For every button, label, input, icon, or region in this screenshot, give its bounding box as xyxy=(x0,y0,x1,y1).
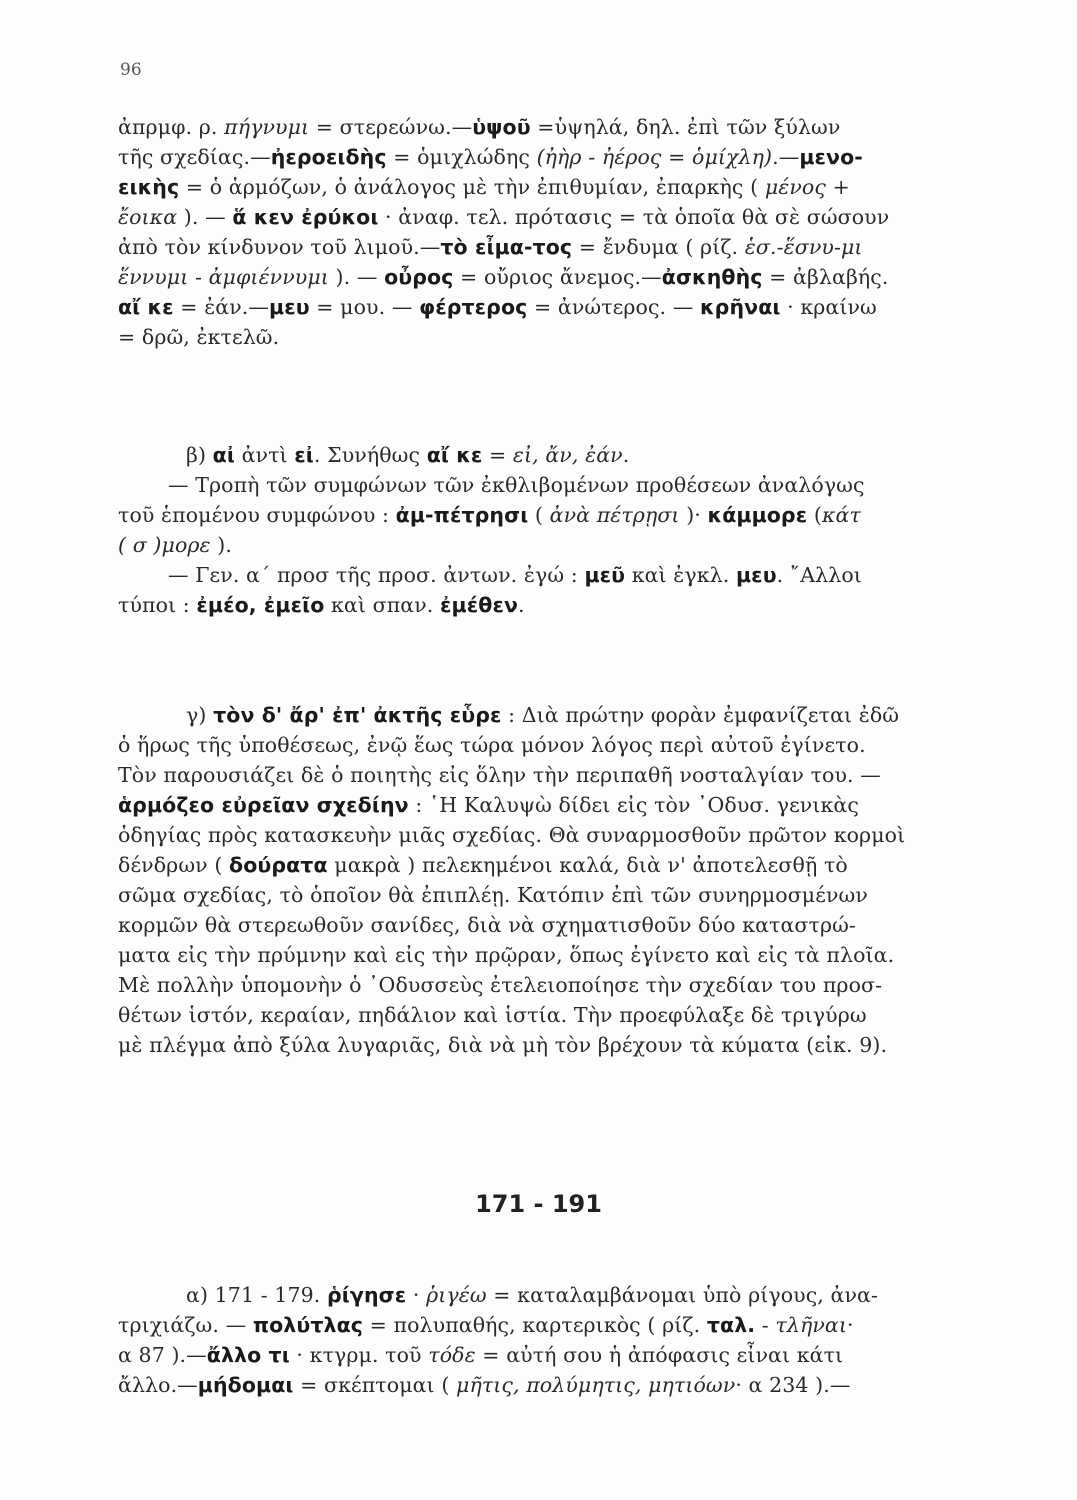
text-line xyxy=(118,470,1008,500)
italic-term: ἑσ.-ἕσνυ-μι xyxy=(744,235,863,259)
italic-term: (ἠὴρ - ἠέρος = ὁμίχλη) xyxy=(536,145,773,169)
text-run: = ἀβλαβής. xyxy=(762,265,889,289)
text-run: . Συνήθως xyxy=(313,443,427,467)
text-run: = ὁ ἁρμόζων, ὁ ἀνάλογος μὲ τὴν ἐπιθυμίαν, ἐπαρκὴς ( xyxy=(179,175,765,199)
bold-term: εικὴς xyxy=(118,175,180,199)
bold-term: αἰ xyxy=(212,443,235,467)
text-run: = δρῶ, ἐκτελῶ. xyxy=(118,325,280,349)
text-run: ὁδηγίας πρὸς κατασκευὴν μιᾶς σχεδίας. Θὰ συναρμοσθοῦν πρῶτον κορμοὶ xyxy=(118,823,906,847)
paragraph-commentary xyxy=(118,700,1008,1060)
text-run: = μου. — xyxy=(309,295,420,319)
text-line xyxy=(118,530,1008,560)
text-run: . xyxy=(518,593,525,617)
bold-term: ἁρμόζεο εὐρεῖαν σχεδίην xyxy=(118,793,409,817)
bold-term: ἐμέο, ἐμεῖο xyxy=(196,593,325,617)
text-run: = στερεώνω.— xyxy=(309,115,473,139)
text-run: = καταλαμβάνομαι ὑπὸ ρίγους, ἀνα- xyxy=(486,1283,878,1307)
text-line xyxy=(118,232,1008,262)
italic-term: ῥιγέω xyxy=(426,1283,487,1307)
text-run: τύποι : xyxy=(118,593,197,617)
text-run: τοῦ ἑπομένου συμφώνου : xyxy=(118,503,396,527)
text-run: ὁ ἥρως τῆς ὑποθέσεως, ἐνῷ ἕως τώρα μόνον λόγος περὶ αὐτοῦ ἐγίνετο. xyxy=(118,733,866,757)
text-run: θέτων ἱστόν, κεραίαν, πηδάλιον καὶ ἱστία. Τὴν προεφύλαξε δὲ τριγύρω xyxy=(118,1003,867,1027)
paragraph-glossary-1 xyxy=(118,112,1008,352)
text-run: β) xyxy=(186,443,213,467)
italic-term: μένος + xyxy=(764,175,850,199)
bold-term: ὑψοῦ xyxy=(472,115,531,139)
text-run: ματα εἰς τὴν πρύμνην καὶ εἰς τὴν πρῷραν, ὅπως ἐγίνετο καὶ εἰς τὰ πλοῖα. xyxy=(118,943,895,967)
text-line xyxy=(118,1000,1008,1030)
text-run: Μὲ πολλὴν ὑπομονὴν ὁ ᾿Οδυσσεὺς ἐτελειοποίησε τὴν σχεδίαν του προσ- xyxy=(118,973,883,997)
text-run: ( xyxy=(807,503,822,527)
text-run: καὶ ἐγκλ. xyxy=(625,563,736,587)
text-run: ). xyxy=(210,533,232,557)
text-line xyxy=(118,1030,1008,1060)
text-run: . xyxy=(622,443,630,467)
text-run: ἄλλο.— xyxy=(118,1373,198,1397)
italic-term: μῆτις, πολύμητις, μητιόων xyxy=(456,1373,736,1397)
text-run: μὲ πλέγμα ἀπὸ ξύλα λυγαριᾶς, διὰ νὰ μὴ τὸν βρέχουν τὰ κύματα (εἰκ. 9). xyxy=(118,1033,888,1057)
bold-term: μενο- xyxy=(799,145,863,169)
paragraph-glossary-2 xyxy=(118,440,1008,620)
text-line xyxy=(118,440,1008,470)
text-run: τριχιάζω. — xyxy=(118,1313,253,1337)
bold-term: εἰ xyxy=(294,443,314,467)
text-run: : Διὰ πρώτην φορὰν ἐμφανίζεται ἐδῶ xyxy=(501,703,900,727)
text-line xyxy=(118,322,1008,352)
bold-term: αἴ κε xyxy=(118,295,174,319)
text-run: ). — xyxy=(328,265,385,289)
text-line xyxy=(118,560,1008,590)
text-run: = ἀνώτερος. — xyxy=(527,295,701,319)
bold-term: ἀσκηθὴς xyxy=(661,265,763,289)
text-run: : ῾Η Καλυψὼ δίδει εἰς τὸν ᾿Οδυσ. γενικὰς xyxy=(408,793,859,817)
text-run: = οὔριος ἄνεμος.— xyxy=(453,265,662,289)
text-run: σῶμα σχεδίας, τὸ ὁποῖον θὰ ἐπιπλέῃ. Κατόπιν ἐπὶ τῶν συνηρμοσμένων xyxy=(118,883,868,907)
text-run: =ὑψηλά, δηλ. ἐπὶ τῶν ξύλων xyxy=(530,115,841,139)
page-number: 96 xyxy=(120,60,142,80)
text-line xyxy=(118,790,1008,820)
italic-term: τλῆναι xyxy=(775,1313,847,1337)
italic-term: ἀνὰ πέτρῃσι xyxy=(549,503,680,527)
bold-term: ἠεροειδὴς xyxy=(270,145,387,169)
text-run: · κραίνω xyxy=(780,295,877,319)
text-run: . ῎Αλλοι xyxy=(776,563,862,587)
bold-term: ἐμέθεν xyxy=(440,593,519,617)
text-run: = ἐάν.— xyxy=(173,295,270,319)
bold-term: οὖρος xyxy=(384,265,454,289)
text-line xyxy=(118,910,1008,940)
italic-term: ( σ )μορε xyxy=(118,533,211,557)
text-line xyxy=(118,700,1008,730)
text-line xyxy=(118,940,1008,970)
text-run: γ) xyxy=(186,703,214,727)
text-run: = αὐτή σου ἡ ἀπόφασις εἶναι κάτι xyxy=(475,1343,844,1367)
text-run: · κτγρμ. τοῦ xyxy=(289,1343,429,1367)
bold-term: ἄλλο τι xyxy=(206,1343,290,1367)
bold-term: τὸν δ' ἄρ' ἐπ' ἀκτῆς εὗρε xyxy=(213,703,502,727)
bold-term: δούρατα xyxy=(229,853,328,877)
text-run: · α 234 ).— xyxy=(735,1373,851,1397)
bold-term: μήδομαι xyxy=(197,1373,294,1397)
text-run: = ἔνδυμα ( ρίζ. xyxy=(572,235,745,259)
text-line xyxy=(118,880,1008,910)
text-run: = σκέπτομαι ( xyxy=(293,1373,457,1397)
text-line xyxy=(118,590,1008,620)
bold-term: μευ xyxy=(269,295,310,319)
text-run: δένδρων ( xyxy=(118,853,230,877)
text-run: = xyxy=(482,443,513,467)
text-run: — Γεν. α΄ προσ τῆς προσ. ἀντων. ἐγώ : xyxy=(168,563,585,587)
text-line xyxy=(118,500,1008,530)
text-run: ἀπὸ τὸν κίνδυνον τοῦ λιμοῦ.— xyxy=(118,235,441,259)
text-run: ). — xyxy=(177,205,233,229)
text-line xyxy=(118,760,1008,790)
text-run: = ὁμιχλώδης xyxy=(386,145,537,169)
text-line xyxy=(118,262,1008,292)
text-run: τῆς σχεδίας.— xyxy=(118,145,271,169)
bold-term: ταλ. xyxy=(706,1313,756,1337)
text-run: )· xyxy=(679,503,708,527)
text-run: μακρὰ ) πελεκημένοι καλά, διὰ ν' ἀποτελεσθῇ τὸ xyxy=(327,853,848,877)
text-line xyxy=(118,202,1008,232)
text-run: α) 171 - 179. xyxy=(186,1283,328,1307)
text-run: ἀντὶ xyxy=(234,443,295,467)
bold-term: πολύτλας xyxy=(252,1313,364,1337)
text-run: - xyxy=(755,1313,776,1337)
text-line xyxy=(118,730,1008,760)
section-heading: 171 - 191 xyxy=(475,1190,602,1218)
italic-term: πήγνυμι xyxy=(224,115,310,139)
bold-term: κάμμορε xyxy=(707,503,808,527)
bold-term: κρῆναι xyxy=(700,295,781,319)
italic-term: ἔοικα xyxy=(118,205,178,229)
text-line xyxy=(118,112,1008,142)
text-run: · xyxy=(846,1313,854,1337)
bold-term: μευ xyxy=(736,563,777,587)
text-line xyxy=(118,1370,1008,1400)
text-line xyxy=(118,172,1008,202)
text-line xyxy=(118,1280,1008,1310)
bold-term: αἴ κε xyxy=(426,443,483,467)
text-run: α 87 ).— xyxy=(118,1343,207,1367)
bold-term: φέρτερος xyxy=(419,295,528,319)
bold-term: ἀμ-πέτρησι xyxy=(395,503,529,527)
text-run: ἀπρμφ. ρ. xyxy=(118,115,225,139)
italic-term: κάτ xyxy=(821,503,861,527)
italic-term: εἰ, ἄν, ἐάν xyxy=(512,443,623,467)
text-line xyxy=(118,1310,1008,1340)
text-line xyxy=(118,142,1008,172)
text-run: · xyxy=(406,1283,427,1307)
text-run: Τὸν παρουσιάζει δὲ ὁ ποιητὴς εἰς ὅλην τὴν περιπαθῆ νοσταλγίαν του. — xyxy=(118,763,881,787)
text-run: = πολυπαθής, καρτερικὸς ( ρίζ. xyxy=(363,1313,707,1337)
bold-term: μεῦ xyxy=(584,563,626,587)
text-run: κορμῶν θὰ στερεωθοῦν σανίδες, διὰ νὰ σχηματισθοῦν δύο καταστρώ- xyxy=(118,913,856,937)
text-run: · ἀναφ. τελ. πρότασις = τὰ ὁποῖα θὰ σὲ σώσουν xyxy=(378,205,890,229)
text-line xyxy=(118,850,1008,880)
text-run: — Τροπὴ τῶν συμφώνων τῶν ἐκθλιβομένων προθέσεων ἀναλόγως xyxy=(168,473,865,497)
text-run: .— xyxy=(772,145,800,169)
text-run: ( xyxy=(528,503,550,527)
italic-term: τόδε xyxy=(428,1343,476,1367)
bold-term: τὸ εἶμα-τος xyxy=(440,235,573,259)
italic-term: ἕννυμι - ἀμφιέννυμι xyxy=(118,265,329,289)
text-line xyxy=(118,820,1008,850)
text-line xyxy=(118,292,1008,322)
text-run: καὶ σπαν. xyxy=(324,593,441,617)
text-line xyxy=(118,1340,1008,1370)
bold-term: ἅ κεν ἐρύκοι xyxy=(232,205,379,229)
text-line xyxy=(118,970,1008,1000)
paragraph-glossary-3 xyxy=(118,1280,1008,1400)
bold-term: ῥίγησε xyxy=(327,1283,407,1307)
